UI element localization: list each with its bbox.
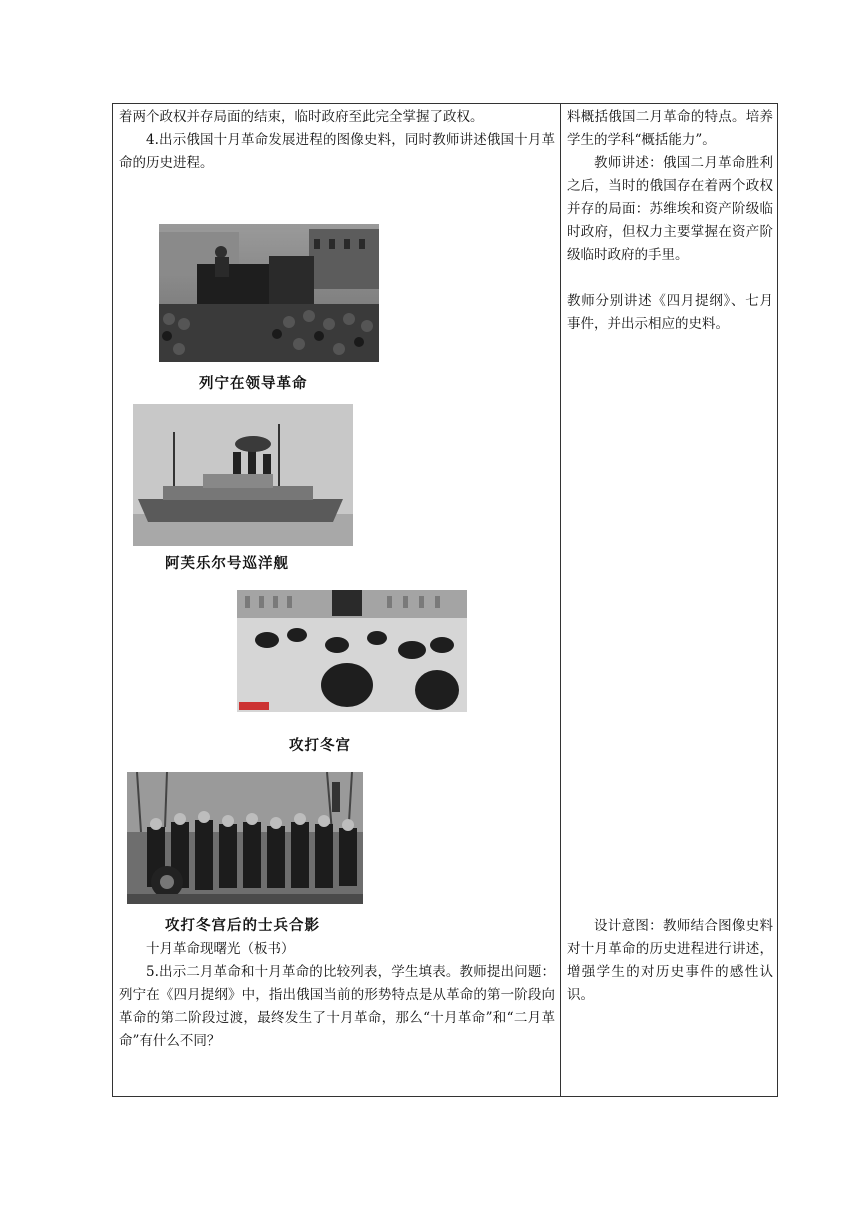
- board-note: 十月革命现曙光（板书）: [146, 941, 295, 957]
- paragraph-step-5: 5.出示二月革命和十月革命的比较列表，学生填表。教师提出问题：列宁在《四月提纲》中，指出俄国当前的形势特点是从革命的第一阶段向革命的第二阶段过渡，最终发生了十月革命，那么“十月革命”和“二月革命”有什么不同？: [119, 964, 555, 1049]
- photo-storming-palace: [237, 590, 467, 712]
- right-paragraph-1: 料概括俄国二月革命的特点。培养学生的学科“概括能力”。: [567, 109, 773, 148]
- paragraph-step-4: 4.出示俄国十月革命发展进程的图像史料，同时教师讲述俄国十月革命的历史进程。: [119, 132, 555, 171]
- photo-soldiers-group: [127, 772, 363, 904]
- column-divider: [560, 104, 561, 1096]
- caption-photo-4: 攻打冬宫后的士兵合影: [165, 917, 320, 934]
- design-intent-column: [567, 104, 773, 1096]
- teaching-process-column: [119, 104, 555, 1096]
- caption-photo-3: 攻打冬宫: [289, 737, 351, 754]
- lesson-table: [112, 103, 778, 1097]
- photo-aurora-cruiser: [133, 404, 353, 546]
- right-paragraph-4: 设计意图：教师结合图像史料对十月革命的历史进程进行讲述，增强学生的对历史事件的感性认识。: [567, 918, 773, 1003]
- caption-photo-1: 列宁在领导革命: [199, 375, 308, 392]
- right-paragraph-2: 教师讲述：俄国二月革命胜利之后，当时的俄国存在着两个政权并存的局面：苏维埃和资产阶级临时政府，但权力主要掌握在资产阶级临时政府的手里。: [567, 155, 773, 263]
- caption-photo-2: 阿芙乐尔号巡洋舰: [165, 555, 289, 572]
- photo-lenin-speech: [159, 224, 379, 362]
- right-paragraph-3: 教师分别讲述《四月提纲》、七月事件，并出示相应的史料。: [567, 293, 773, 332]
- paragraph-continued: 着两个政权并存局面的结束，临时政府至此完全掌握了政权。: [119, 109, 484, 125]
